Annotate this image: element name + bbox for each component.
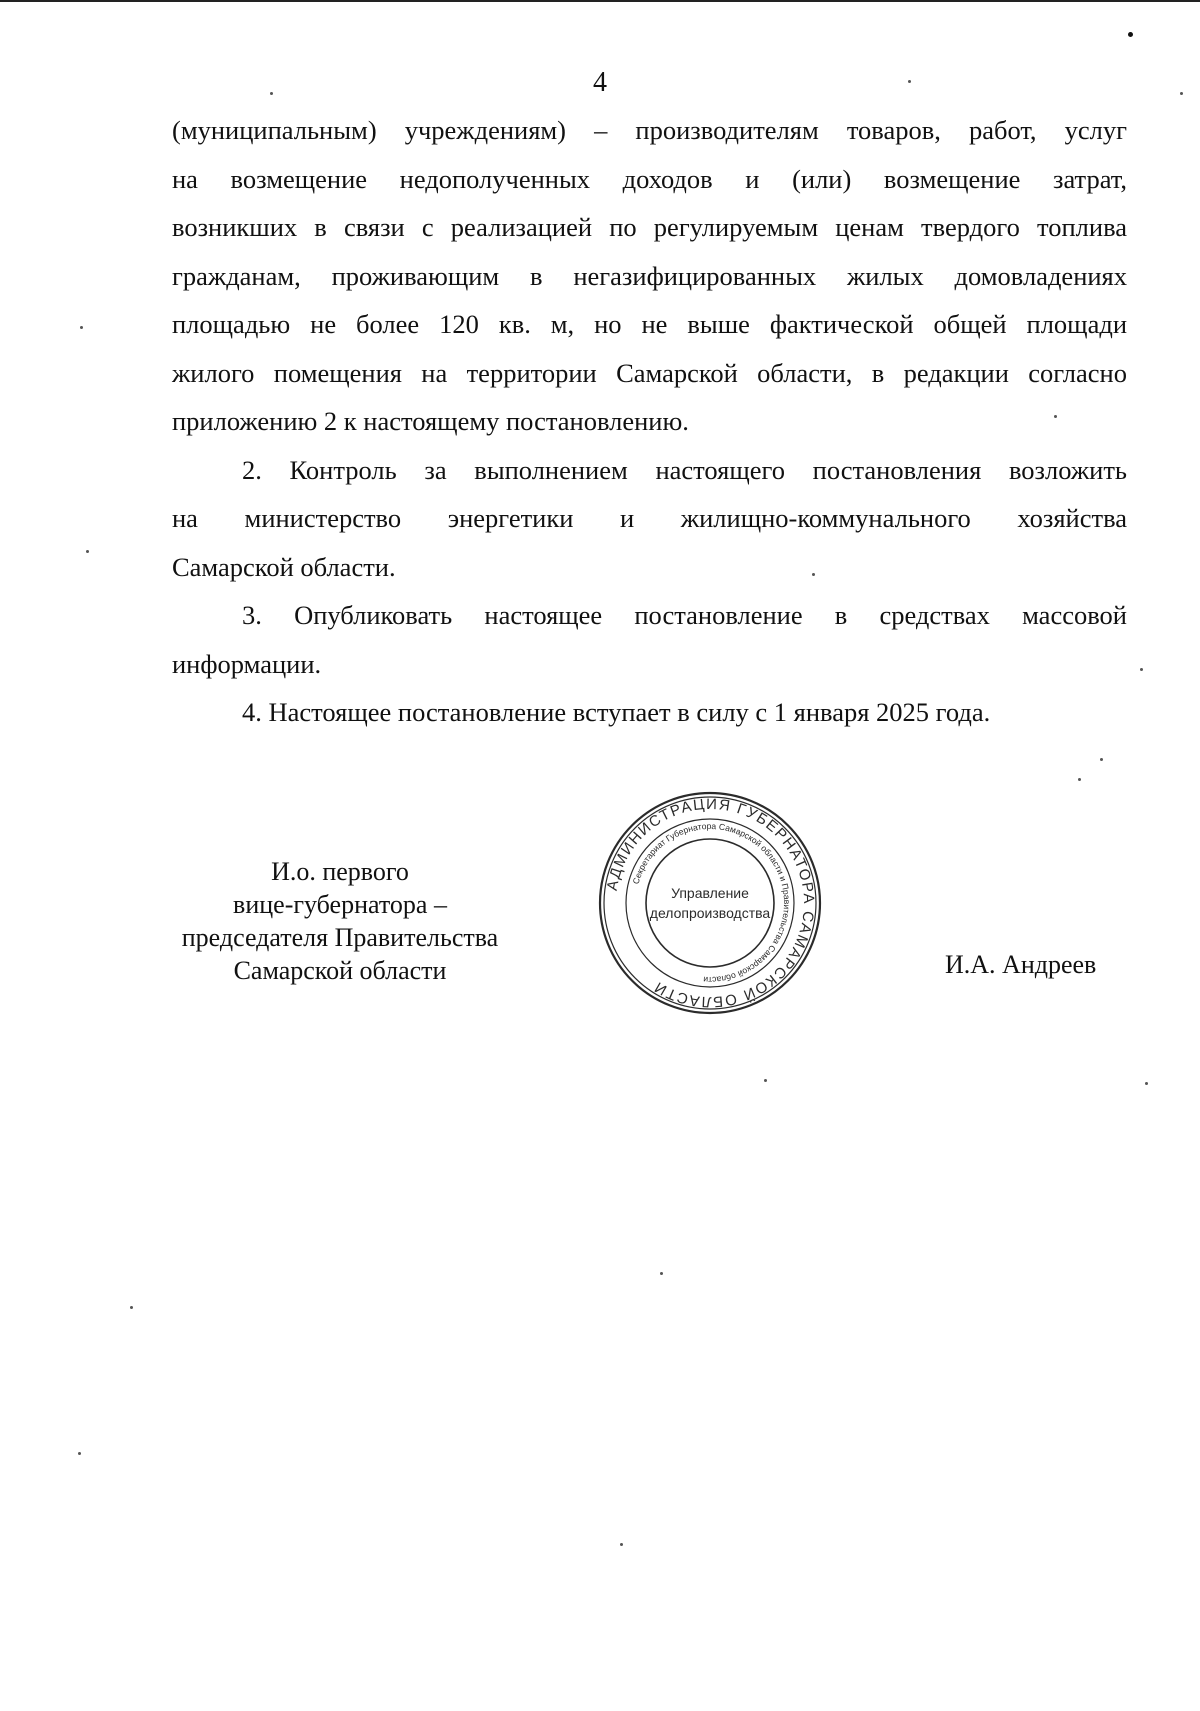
paragraph-4 xyxy=(172,688,1127,737)
scan-speck xyxy=(764,1079,767,1082)
seal-inner-ring xyxy=(646,839,774,967)
scan-speck xyxy=(1140,668,1143,671)
top-border-line xyxy=(0,0,1200,2)
text-line: на министерство энергетики и жилищно-коммунального хозяйства xyxy=(172,503,1127,533)
text-line: жилого помещения на территории Самарской области, в редакции согласно xyxy=(172,357,1127,388)
paragraph-1 xyxy=(172,106,1127,446)
scan-speck xyxy=(1128,32,1133,37)
page-number: 4 xyxy=(593,67,607,98)
text-line: 2. Контроль за выполнением настоящего постановления возложить xyxy=(242,454,1127,485)
scan-speck xyxy=(80,326,83,329)
scan-speck xyxy=(660,1272,663,1275)
scan-speck xyxy=(1180,92,1183,95)
text-line: на возмещение недополученных доходов и (или) возмещение затрат, xyxy=(172,163,1127,194)
text-line: площадью не более 120 кв. м, но не выше фактической общей площади xyxy=(172,309,1127,339)
scan-speck xyxy=(1145,1082,1148,1085)
scan-speck xyxy=(1078,778,1081,781)
scan-speck xyxy=(130,1306,133,1309)
seal-center-text-line: Управление xyxy=(671,885,749,901)
signatory-title-line: вице-губернатора – xyxy=(233,890,447,919)
text-line: возникших в связи с реализацией по регулируемым ценам твердого топлива xyxy=(172,212,1127,242)
scan-speck xyxy=(78,1452,81,1455)
signatory-title-line: И.о. первого xyxy=(271,857,409,886)
text-line: 3. Опубликовать настоящее постановление в средствах массовой xyxy=(242,600,1127,630)
signatory-name: И.А. Андреев xyxy=(945,950,1097,979)
seal-inner-text: Секретариат Губернатора Самарской области и Правительства Самарской области xyxy=(630,820,793,986)
paragraph-3 xyxy=(172,591,1127,688)
seal-outer-text: АДМИНИСТРАЦИЯ ГУБЕРНАТОРА САМАРСКОЙ ОБЛАСТИ xyxy=(603,795,818,1011)
scan-speck xyxy=(812,573,815,576)
signatory-title xyxy=(160,855,520,987)
text-line: (муниципальным) учреждениям) – производителям товаров, работ, услуг xyxy=(172,115,1127,145)
scan-speck xyxy=(908,80,911,83)
scan-speck xyxy=(270,92,273,95)
text-line: 4. Настоящее постановление вступает в силу с 1 января 2025 года. xyxy=(242,697,991,727)
text-line: информации. xyxy=(172,648,322,679)
seal-center-text-line: делопроизводства xyxy=(649,905,771,921)
official-seal-stamp xyxy=(595,788,825,1018)
document-body xyxy=(172,106,1127,737)
text-line: Самарской области. xyxy=(172,551,396,582)
seal-middle-ring xyxy=(626,819,794,987)
paragraph-2 xyxy=(172,446,1127,592)
scan-speck xyxy=(1100,758,1103,761)
text-line: приложению 2 к настоящему постановлению. xyxy=(172,406,689,436)
scan-speck xyxy=(620,1543,623,1546)
signatory-title-line: Самарской области xyxy=(233,956,447,985)
text-line: гражданам, проживающим в негазифицированных жилых домовладениях xyxy=(172,260,1127,291)
scan-speck xyxy=(86,550,89,553)
signatory-title-line: председателя Правительства xyxy=(181,923,499,952)
scan-speck xyxy=(1054,415,1057,418)
